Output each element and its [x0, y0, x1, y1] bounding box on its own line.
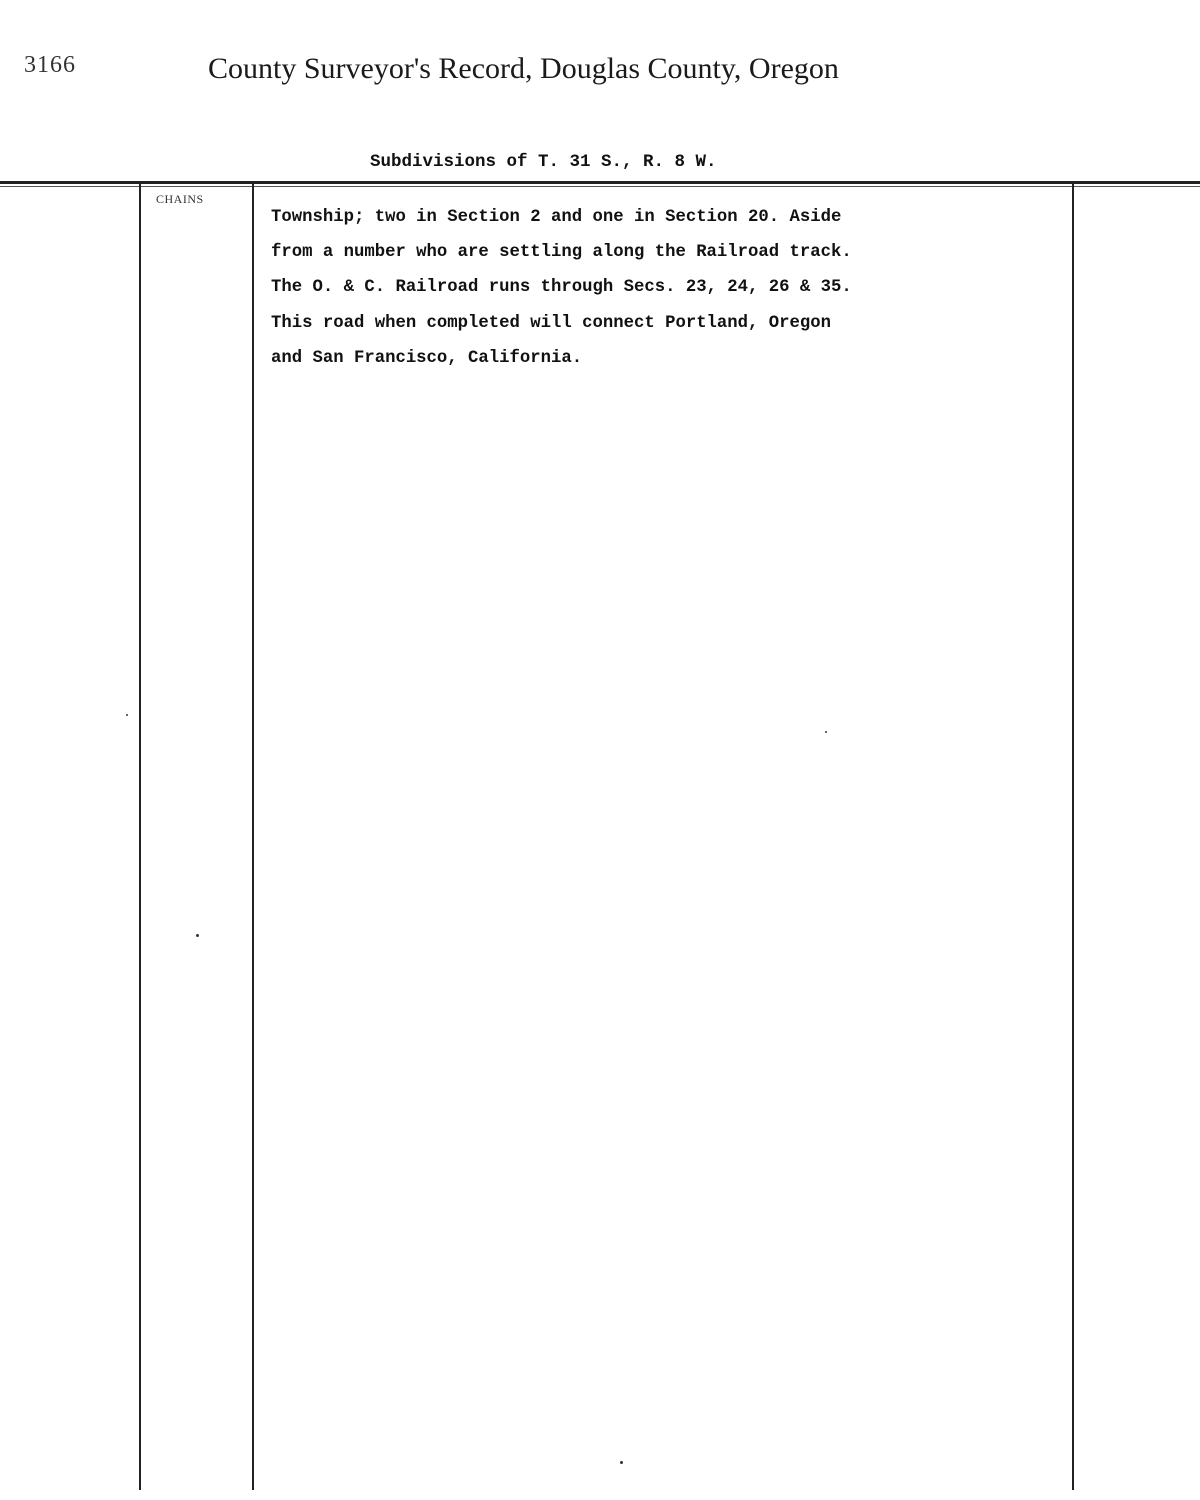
- header-rule-secondary: [0, 186, 1200, 187]
- paper-speck: [196, 934, 199, 937]
- page-number: 3166: [24, 52, 76, 78]
- page-title: County Surveyor's Record, Douglas County, Oregon: [208, 52, 839, 85]
- column-divider-chains: [252, 184, 254, 1490]
- paper-speck: [620, 1461, 623, 1464]
- body-line: from a number who are settling along the Railroad track.: [271, 243, 852, 263]
- column-divider-left: [139, 184, 141, 1490]
- paper-speck: [126, 714, 128, 716]
- body-line: Township; two in Section 2 and one in Section 20. Aside: [271, 208, 842, 227]
- header-rule: [0, 181, 1200, 184]
- chains-column-label: CHAINS: [156, 192, 204, 206]
- column-divider-right: [1072, 184, 1074, 1490]
- record-body-text: [271, 200, 1071, 376]
- body-line: The O. & C. Railroad runs through Secs. 23, 24, 26 & 35.: [271, 278, 852, 298]
- paper-speck: [825, 731, 827, 733]
- section-subtitle: Subdivisions of T. 31 S., R. 8 W.: [370, 152, 717, 172]
- body-line: This road when completed will connect Portland, Oregon: [271, 313, 832, 333]
- body-line: and San Francisco, California.: [271, 348, 583, 368]
